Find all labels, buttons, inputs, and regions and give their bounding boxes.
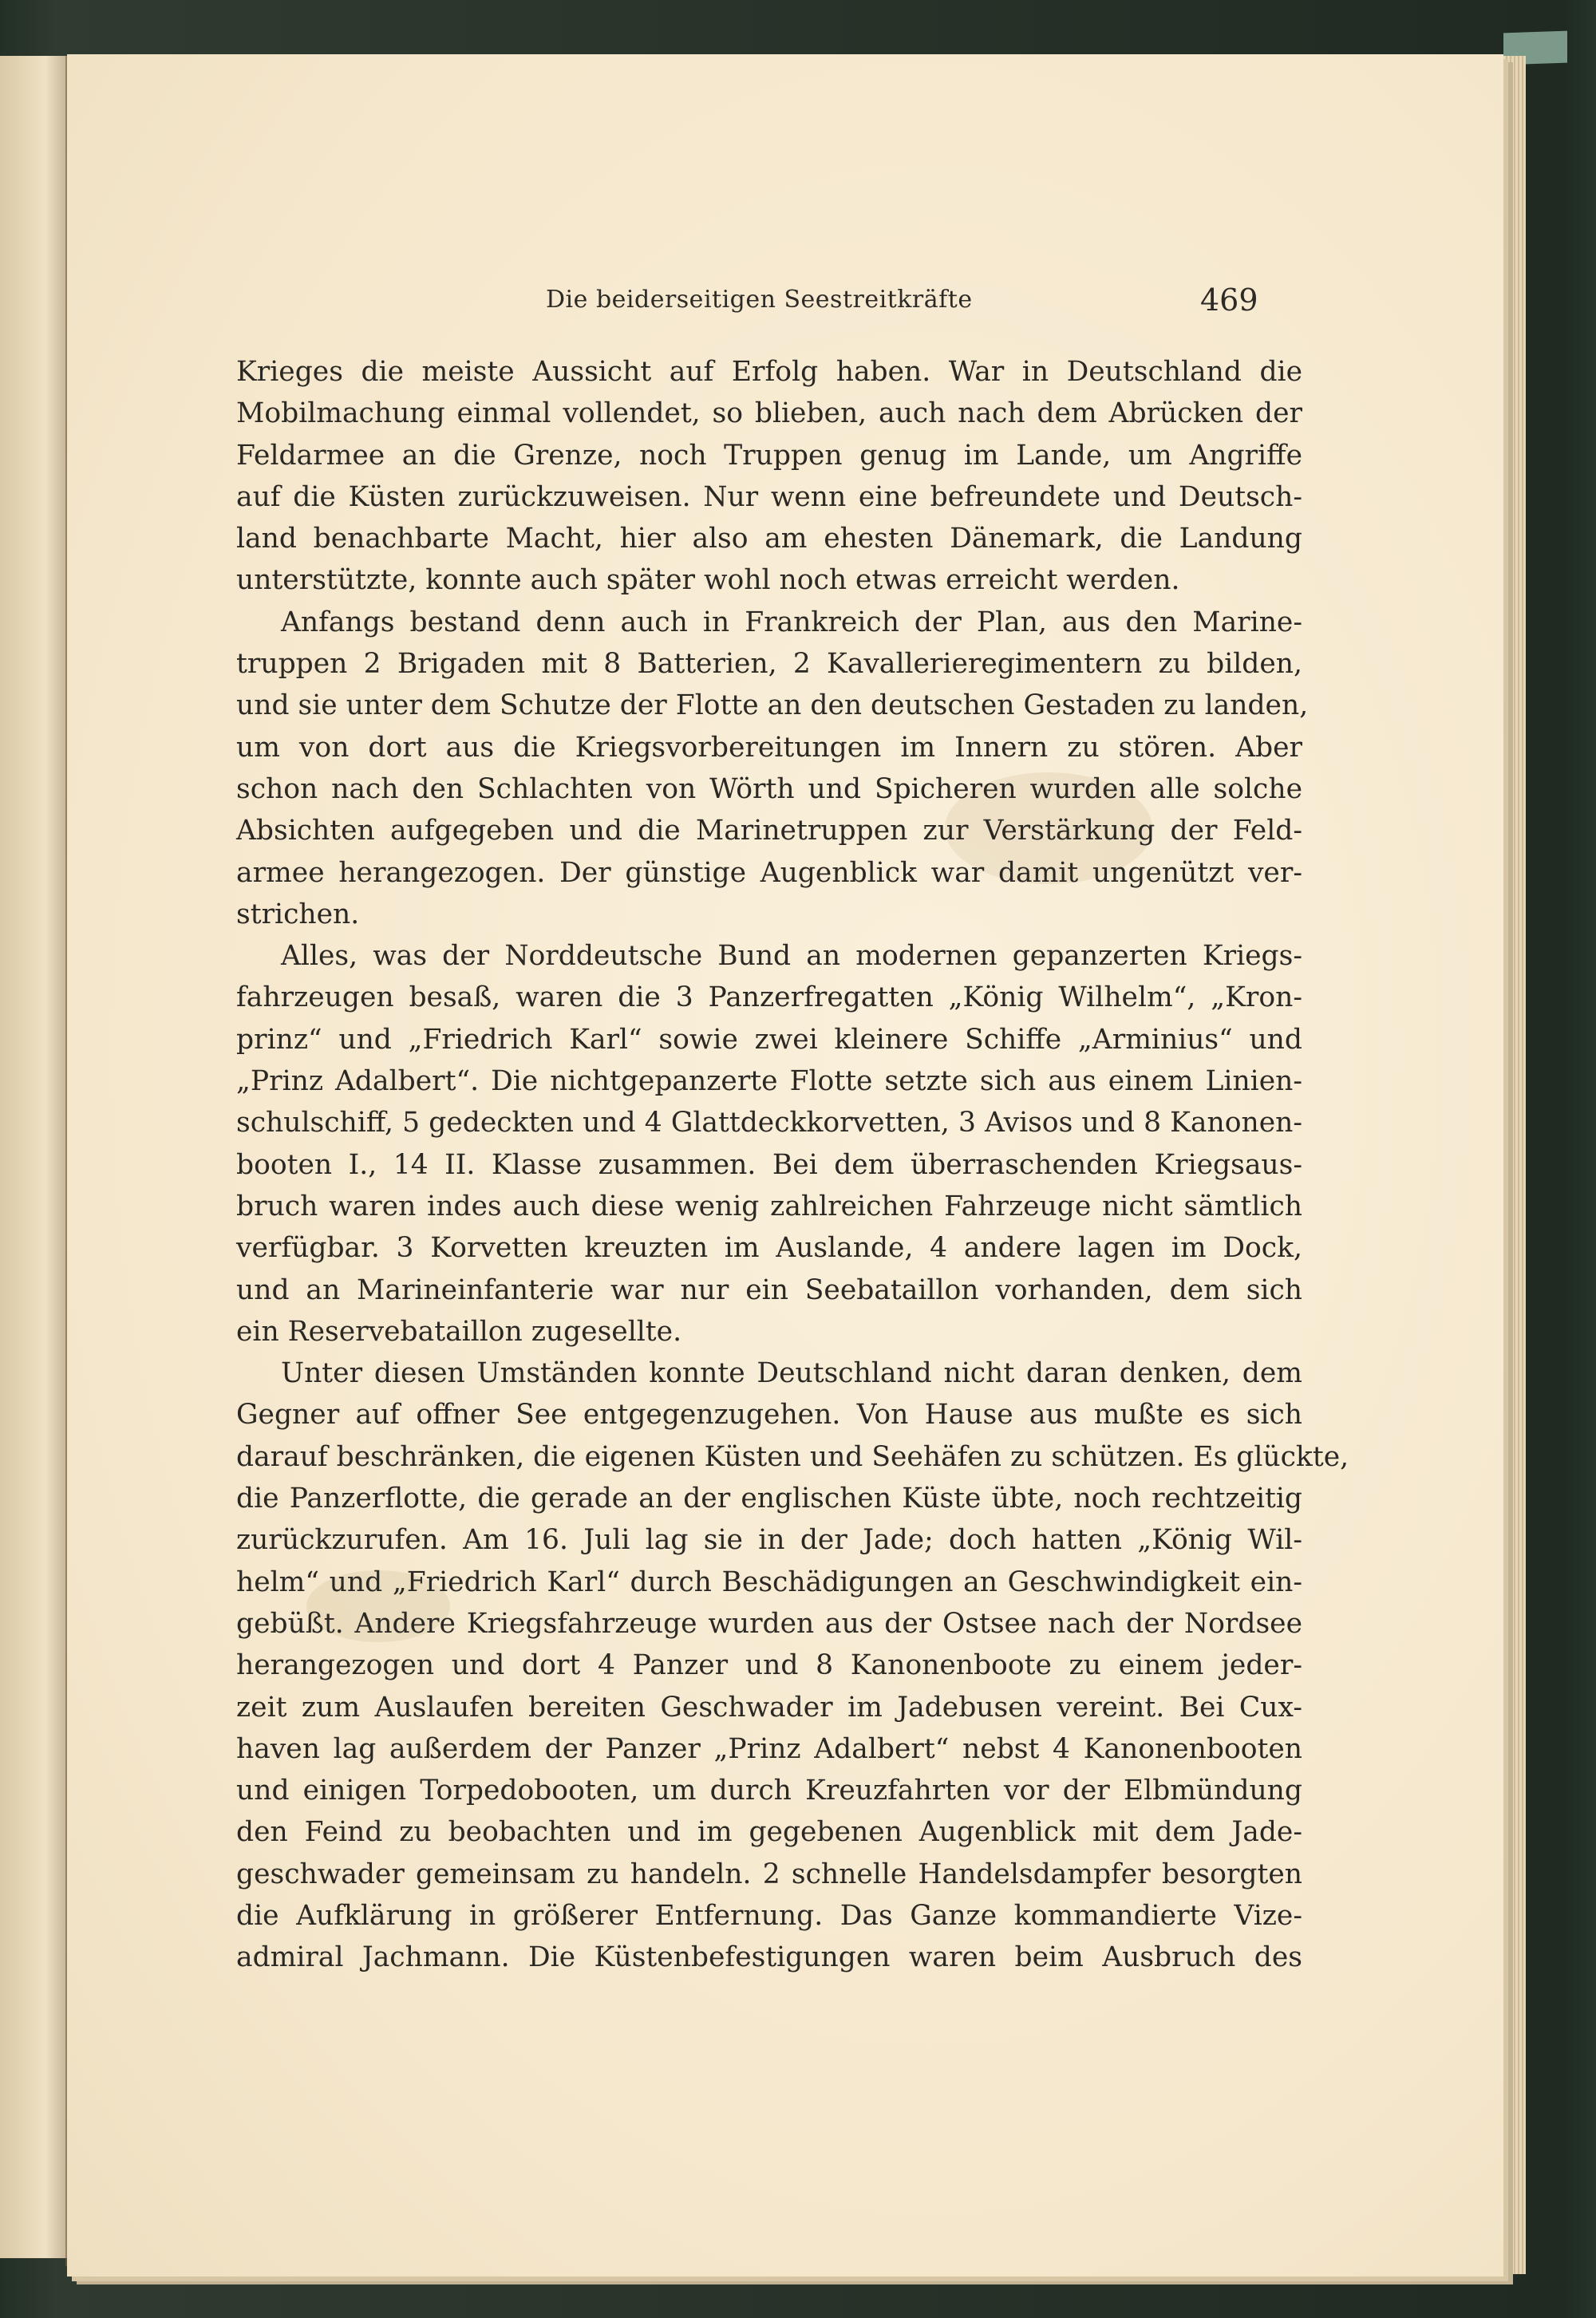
paragraph <box>236 935 1302 1352</box>
page-number: 469 <box>1200 282 1258 318</box>
text-line: darauf beschränken, die eigenen Küsten und Seehäfen zu schützen. Es glückte, <box>236 1440 1349 1473</box>
text-line: strichen. <box>236 898 360 930</box>
text-line: Krieges die meiste Aussicht auf Erfolg haben. War in Deutschland die <box>236 356 1302 388</box>
text-line: um von dort aus die Kriegsvorbereitungen im Innern zu stören. Aber <box>236 731 1302 764</box>
page-edges <box>1503 56 1526 2274</box>
text-line: verfügbar. 3 Korvetten kreuzten im Auslande, 4 andere lagen im Dock, <box>236 1232 1302 1265</box>
text-line: Feldarmee an die Grenze, noch Truppen genug im Lande, um Angriffe <box>236 439 1302 472</box>
text-line: „Prinz Adalbert“. Die nichtgepanzerte Flotte setzte sich aus einem Linien- <box>236 1065 1302 1098</box>
text-line: auf die Küsten zurückzuweisen. Nur wenn eine befreundete und Deutsch- <box>236 480 1302 513</box>
text-line: Unter diesen Umständen konnte Deutschland nicht daran denken, dem <box>281 1357 1302 1390</box>
text-line: und an Marineinfanterie war nur ein Seebataillon vorhanden, dem sich <box>236 1274 1302 1306</box>
page-header <box>67 282 1503 334</box>
text-line: unterstützte, konnte auch später wohl noch etwas erreicht werden. <box>236 564 1180 597</box>
text-line: und sie unter dem Schutze der Flotte an den deutschen Gestaden zu landen, <box>236 689 1309 722</box>
text-line: Anfangs bestand denn auch in Frankreich der Plan, aus den Marine- <box>281 606 1302 638</box>
body-text <box>236 351 1349 1979</box>
text-line: haven lag außerdem der Panzer „Prinz Adalbert“ nebst 4 Kanonenbooten <box>236 1732 1302 1765</box>
text-line: armee herangezogen. Der günstige Augenblick war damit ungenützt ver- <box>236 856 1302 889</box>
text-line: land benachbarte Macht, hier also am ehesten Dänemark, die Landung <box>236 523 1302 555</box>
left-page-edge <box>0 56 67 2258</box>
text-line: admiral Jachmann. Die Küstenbefestigungen waren beim Ausbruch des <box>236 1941 1302 1974</box>
text-line: herangezogen und dort 4 Panzer und 8 Kanonenboote zu einem jeder- <box>236 1649 1302 1682</box>
running-head: Die beiderseitigen Seestreitkräfte <box>546 286 973 314</box>
text-line: geschwader gemeinsam zu handeln. 2 schnelle Handelsdampfer besorgten <box>236 1858 1302 1890</box>
text-line: Alles, was der Norddeutsche Bund an modernen gepanzerten Kriegs- <box>281 940 1302 973</box>
text-line: schulschiff, 5 gedeckten und 4 Glattdeckkorvetten, 3 Avisos und 8 Kanonen- <box>236 1107 1302 1139</box>
text-line: bruch waren indes auch diese wenig zahlreichen Fahrzeuge nicht sämtlich <box>236 1190 1302 1222</box>
text-line: Absichten aufgegeben und die Marinetruppen zur Verstärkung der Feld- <box>236 815 1302 847</box>
text-line: truppen 2 Brigaden mit 8 Batterien, 2 Kavallerieregimentern zu bilden, <box>236 648 1302 681</box>
book-page <box>67 54 1503 2277</box>
text-line: zurückzurufen. Am 16. Juli lag sie in der Jade; doch hatten „König Wil- <box>236 1524 1302 1557</box>
paragraph <box>236 1352 1349 1978</box>
text-line: Mobilmachung einmal vollendet, so blieben, auch nach dem Abrücken der <box>236 397 1302 430</box>
text-line: helm“ und „Friedrich Karl“ durch Beschädigungen an Geschwindigkeit ein- <box>236 1566 1302 1598</box>
text-line: die Aufklärung in größerer Entfernung. Das Ganze kommandierte Vize- <box>236 1899 1302 1932</box>
paragraph <box>236 351 1302 602</box>
text-line: fahrzeugen besaß, waren die 3 Panzerfregatten „König Wilhelm“, „Kron- <box>236 981 1302 1014</box>
text-line: prinz“ und „Friedrich Karl“ sowie zwei kleinere Schiffe „Arminius“ und <box>236 1023 1302 1056</box>
text-line: und einigen Torpedobooten, um durch Kreuzfahrten vor der Elbmündung <box>236 1775 1302 1807</box>
text-line: den Feind zu beobachten und im gegebenen Augenblick mit dem Jade- <box>236 1816 1302 1849</box>
text-line: zeit zum Auslaufen bereiten Geschwader im Jadebusen vereint. Bei Cux- <box>236 1691 1302 1724</box>
text-line: gebüßt. Andere Kriegsfahrzeuge wurden aus der Ostsee nach der Nordsee <box>236 1607 1302 1640</box>
text-line: die Panzerflotte, die gerade an der englischen Küste übte, noch rechtzeitig <box>236 1483 1302 1515</box>
text-line: Gegner auf offner See entgegenzugehen. Von Hause aus mußte es sich <box>236 1399 1302 1431</box>
text-line: schon nach den Schlachten von Wörth und Spicheren wurden alle solche <box>236 772 1302 805</box>
text-line: ein Reservebataillon zugesellte. <box>236 1315 682 1348</box>
text-line: booten I., 14 II. Klasse zusammen. Bei dem überraschenden Kriegsaus- <box>236 1148 1302 1181</box>
paragraph <box>236 602 1309 935</box>
